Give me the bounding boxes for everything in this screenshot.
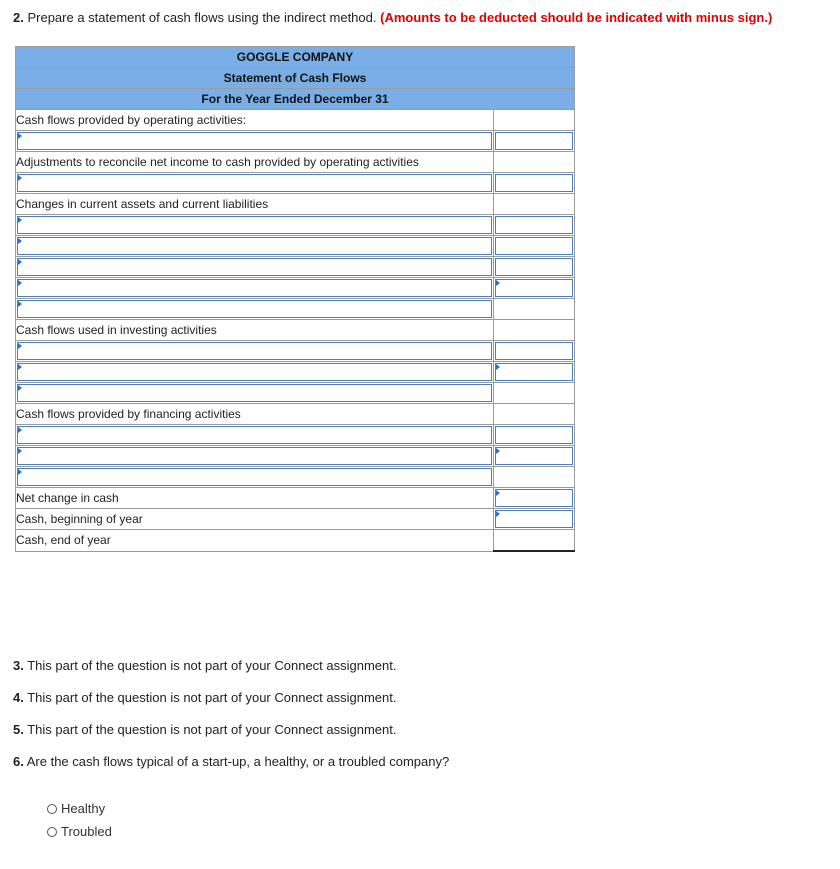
dropdown-arrow-icon — [18, 175, 22, 181]
changes-entry-row — [16, 215, 575, 236]
option-label: Healthy — [61, 801, 106, 816]
amount-input[interactable] — [495, 363, 573, 381]
amount-input[interactable] — [495, 258, 573, 276]
question-text: This part of the question is not part of your Connect assignment. — [27, 722, 397, 737]
amount-input[interactable] — [495, 300, 573, 318]
changes-entry-row — [16, 257, 575, 278]
line-item-select[interactable] — [17, 384, 492, 402]
cash-end-label: Cash, end of year — [16, 530, 494, 552]
dropdown-arrow-icon — [18, 364, 22, 370]
question-text: This part of the question is not part of your Connect assignment. — [27, 690, 397, 705]
financing-entry-row — [16, 446, 575, 467]
operating-subtotal-row — [16, 299, 575, 320]
question-number: 5. — [13, 722, 24, 737]
question-text: Are the cash flows typical of a start-up, a healthy, or a troubled company? — [26, 754, 450, 769]
dropdown-arrow-icon — [18, 385, 22, 391]
dropdown-arrow-icon — [18, 217, 22, 223]
dropdown-arrow-icon — [18, 343, 22, 349]
line-item-select[interactable] — [17, 174, 492, 192]
cash-beginning-amount-input[interactable] — [495, 510, 573, 528]
operating-section-label: Cash flows provided by operating activities: — [16, 110, 494, 131]
statement-period: For the Year Ended December 31 — [16, 89, 575, 110]
question-text: Prepare a statement of cash flows using the indirect method. — [27, 10, 377, 25]
dropdown-arrow-icon — [18, 280, 22, 286]
line-item-select[interactable] — [17, 279, 492, 297]
net-change-amount-input[interactable] — [495, 489, 573, 507]
dropdown-arrow-icon — [496, 511, 500, 517]
question-number: 2. — [13, 10, 24, 25]
line-item-select[interactable] — [17, 216, 492, 234]
line-item-select[interactable] — [17, 237, 492, 255]
changes-entry-row — [16, 278, 575, 299]
cash-flow-statement-table — [15, 46, 575, 552]
question-number: 6. — [13, 754, 24, 769]
dropdown-arrow-icon — [18, 259, 22, 265]
line-item-select[interactable] — [17, 258, 492, 276]
question-text: This part of the question is not part of your Connect assignment. — [27, 658, 397, 673]
dropdown-arrow-icon — [496, 280, 500, 286]
option-troubled[interactable] — [47, 824, 112, 839]
company-name: GOGGLE COMPANY — [16, 47, 575, 68]
investing-subtotal-row — [16, 383, 575, 404]
instruction-note: (Amounts to be deducted should be indicated with minus sign.) — [380, 10, 773, 25]
amount-input[interactable] — [495, 447, 573, 465]
financing-section-label: Cash flows provided by financing activities — [16, 404, 494, 425]
dropdown-arrow-icon — [18, 469, 22, 475]
question-6 — [13, 754, 449, 769]
line-item-select[interactable] — [17, 132, 492, 150]
dropdown-arrow-icon — [496, 490, 500, 496]
dropdown-arrow-icon — [496, 448, 500, 454]
amount-input[interactable] — [495, 216, 573, 234]
question-2 — [13, 10, 772, 25]
option-healthy[interactable] — [47, 801, 105, 816]
adjustment-entry-row — [16, 173, 575, 194]
question-5 — [13, 722, 397, 737]
question-3 — [13, 658, 397, 673]
financing-entry-row — [16, 425, 575, 446]
question-4 — [13, 690, 397, 705]
amount-input[interactable] — [495, 132, 573, 150]
amount-input[interactable] — [495, 237, 573, 255]
dropdown-arrow-icon — [496, 364, 500, 370]
amount-input[interactable] — [495, 342, 573, 360]
line-item-select[interactable] — [17, 468, 492, 486]
dropdown-arrow-icon — [18, 133, 22, 139]
cash-beginning-label: Cash, beginning of year — [16, 509, 494, 530]
line-item-select[interactable] — [17, 300, 492, 318]
net-change-label: Net change in cash — [16, 488, 494, 509]
financing-subtotal-row — [16, 467, 575, 488]
operating-entry-row — [16, 131, 575, 152]
line-item-select[interactable] — [17, 447, 492, 465]
dropdown-arrow-icon — [18, 448, 22, 454]
line-item-select[interactable] — [17, 426, 492, 444]
radio-button[interactable] — [47, 827, 57, 837]
dropdown-arrow-icon — [18, 238, 22, 244]
option-label: Troubled — [61, 824, 112, 839]
dropdown-arrow-icon — [18, 301, 22, 307]
dropdown-arrow-icon — [18, 427, 22, 433]
investing-section-label: Cash flows used in investing activities — [16, 320, 494, 341]
statement-title: Statement of Cash Flows — [16, 68, 575, 89]
cash-end-amount[interactable] — [494, 530, 575, 552]
amount-input[interactable] — [495, 384, 573, 402]
adjustments-section-label: Adjustments to reconcile net income to cash provided by operating activities — [16, 152, 494, 173]
amount-input[interactable] — [495, 426, 573, 444]
radio-button[interactable] — [47, 804, 57, 814]
question-number: 4. — [13, 690, 24, 705]
line-item-select[interactable] — [17, 342, 492, 360]
changes-section-label: Changes in current assets and current liabilities — [16, 194, 494, 215]
changes-entry-row — [16, 236, 575, 257]
question-number: 3. — [13, 658, 24, 673]
amount-input[interactable] — [495, 279, 573, 297]
amount-input[interactable] — [495, 468, 573, 486]
line-item-select[interactable] — [17, 363, 492, 381]
investing-entry-row — [16, 362, 575, 383]
investing-entry-row — [16, 341, 575, 362]
amount-input[interactable] — [495, 174, 573, 192]
